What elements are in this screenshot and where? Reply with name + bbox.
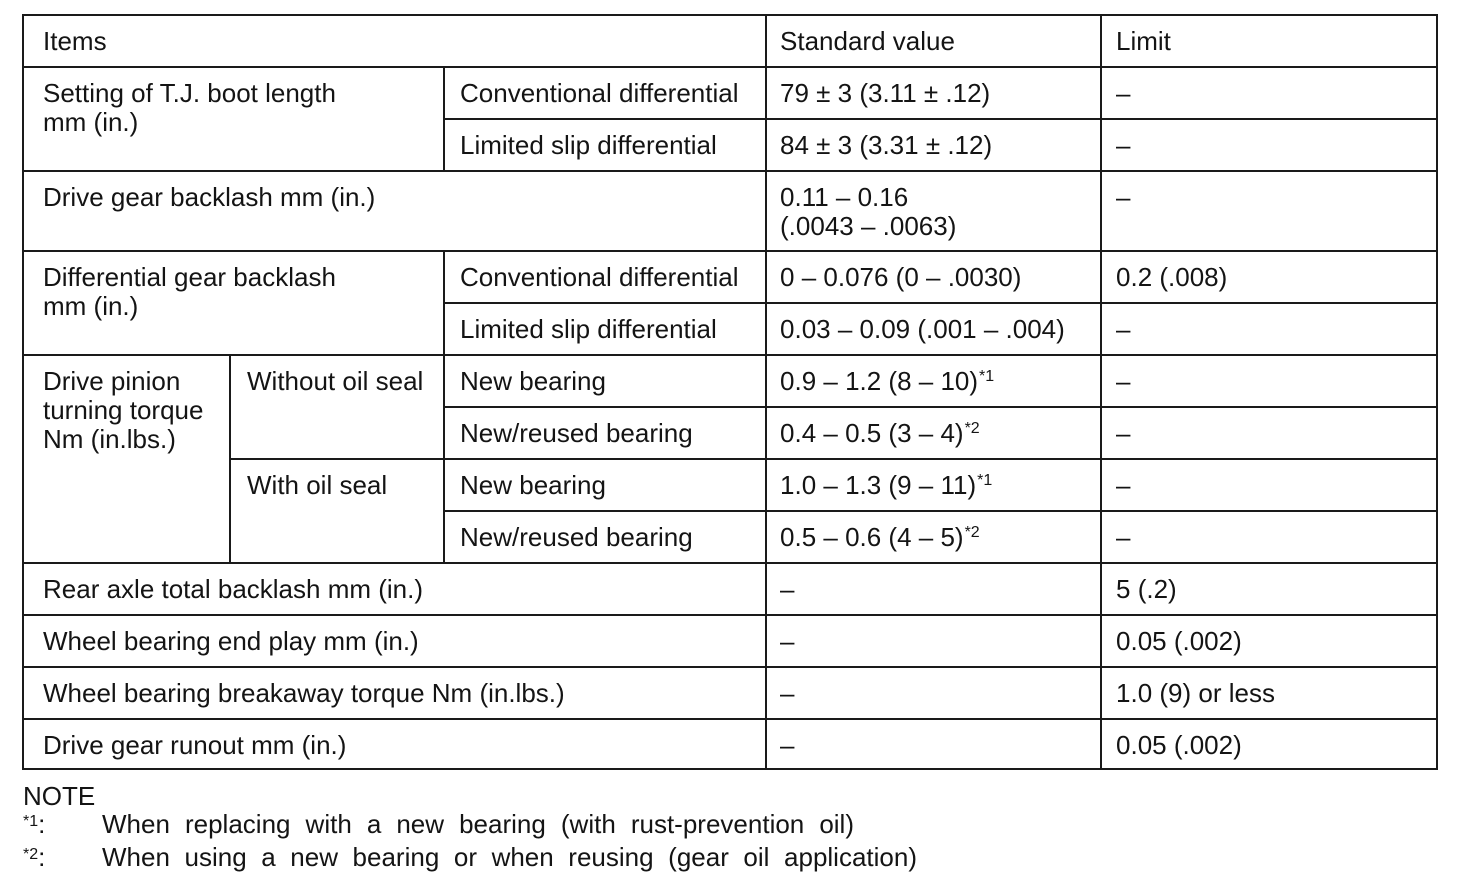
note-text: When replacing with a new bearing (with rust-prevention oil) <box>102 809 854 839</box>
limit-cell: 0.05 (.002) <box>1101 719 1437 769</box>
note-entry <box>23 843 1423 876</box>
standard-value-cell <box>766 511 1101 563</box>
standard-value-line: (.0043 – .0063) <box>780 211 957 241</box>
bearing-cell: New bearing <box>444 355 766 407</box>
standard-value-text: 1.0 – 1.3 (9 – 11) <box>780 470 977 500</box>
item-line: Drive pinion <box>43 366 181 396</box>
standard-value-cell <box>766 355 1101 407</box>
item-unit-line: mm (in.) <box>43 291 139 321</box>
bearing-cell: New bearing <box>444 459 766 511</box>
item-drive-gear-runout: Drive gear runout mm (in.) <box>23 719 766 769</box>
bearing-cell: New/reused bearing <box>444 511 766 563</box>
limit-cell: – <box>1101 119 1437 171</box>
table-row <box>23 563 1437 615</box>
table-row <box>23 615 1437 667</box>
limit-cell: – <box>1101 407 1437 459</box>
limit-cell: – <box>1101 67 1437 119</box>
bearing-cell: New/reused bearing <box>444 407 766 459</box>
limit-cell: 5 (.2) <box>1101 563 1437 615</box>
limit-cell: – <box>1101 171 1437 251</box>
note-heading: NOTE <box>23 781 96 811</box>
header-row <box>23 15 1437 67</box>
header-standard-value: Standard value <box>766 15 1101 67</box>
table-row <box>23 459 1437 511</box>
standard-value-cell: – <box>766 563 1101 615</box>
item-tj-boot-length <box>23 67 444 171</box>
limit-cell: 0.2 (.008) <box>1101 251 1437 303</box>
condition-cell: Limited slip differential <box>444 119 766 171</box>
note-marker-ref: *1 <box>23 813 39 830</box>
condition-cell: Limited slip differential <box>444 303 766 355</box>
standard-value-cell: – <box>766 667 1101 719</box>
standard-value-cell: – <box>766 615 1101 667</box>
standard-value-text: 0.5 – 0.6 (4 – 5) <box>780 522 964 552</box>
note-marker-separator: : <box>38 842 46 872</box>
standard-value-cell: 0.03 – 0.09 (.001 – .004) <box>766 303 1101 355</box>
note-reference: *1 <box>977 472 993 489</box>
table-row <box>23 67 1437 119</box>
condition-cell: Conventional differential <box>444 67 766 119</box>
item-wheel-bearing-breakaway-torque: Wheel bearing breakaway torque Nm (in.lbs.) <box>23 667 766 719</box>
item-differential-gear-backlash <box>23 251 444 355</box>
item-unit-line: Nm (in.lbs.) <box>43 424 176 454</box>
item-line: Differential gear backlash <box>43 262 336 292</box>
note-reference: *2 <box>964 524 980 541</box>
item-drive-pinion-turning-torque <box>23 355 230 563</box>
note-text: When using a new bearing or when reusing (gear oil application) <box>102 842 917 872</box>
note-marker <box>23 843 102 876</box>
limit-cell: 1.0 (9) or less <box>1101 667 1437 719</box>
standard-value-cell: 84 ± 3 (3.31 ± .12) <box>766 119 1101 171</box>
standard-value-line: 0.11 – 0.16 <box>780 182 909 212</box>
header-items: Items <box>23 15 766 67</box>
limit-cell: 0.05 (.002) <box>1101 615 1437 667</box>
limit-cell: – <box>1101 303 1437 355</box>
seal-condition-cell: With oil seal <box>230 459 444 563</box>
table-row <box>23 719 1437 769</box>
table-row <box>23 171 1437 251</box>
standard-value-text: 0.9 – 1.2 (8 – 10) <box>780 366 979 396</box>
item-unit-line: mm (in.) <box>43 107 139 137</box>
note-section <box>23 782 1423 876</box>
note-marker-ref: *2 <box>23 846 39 863</box>
limit-cell: – <box>1101 511 1437 563</box>
table-row <box>23 667 1437 719</box>
item-wheel-bearing-end-play: Wheel bearing end play mm (in.) <box>23 615 766 667</box>
standard-value-cell: 0 – 0.076 (0 – .0030) <box>766 251 1101 303</box>
condition-cell: Conventional differential <box>444 251 766 303</box>
standard-value-cell: – <box>766 719 1101 769</box>
item-rear-axle-total-backlash: Rear axle total backlash mm (in.) <box>23 563 766 615</box>
limit-cell: – <box>1101 355 1437 407</box>
item-line: Setting of T.J. boot length <box>43 78 336 108</box>
header-limit: Limit <box>1101 15 1437 67</box>
note-reference: *1 <box>979 368 995 385</box>
note-marker <box>23 810 102 843</box>
note-marker-separator: : <box>38 809 46 839</box>
note-reference: *2 <box>964 420 980 437</box>
standard-value-cell <box>766 459 1101 511</box>
table-row <box>23 355 1437 407</box>
item-drive-gear-backlash: Drive gear backlash mm (in.) <box>23 171 766 251</box>
specifications-table <box>22 14 1438 770</box>
seal-condition-cell: Without oil seal <box>230 355 444 459</box>
standard-value-cell: 79 ± 3 (3.11 ± .12) <box>766 67 1101 119</box>
item-line: turning torque <box>43 395 204 425</box>
limit-cell: – <box>1101 459 1437 511</box>
standard-value-cell <box>766 407 1101 459</box>
standard-value-cell <box>766 171 1101 251</box>
note-entry <box>23 810 1423 843</box>
standard-value-text: 0.4 – 0.5 (3 – 4) <box>780 418 964 448</box>
table-row <box>23 251 1437 303</box>
